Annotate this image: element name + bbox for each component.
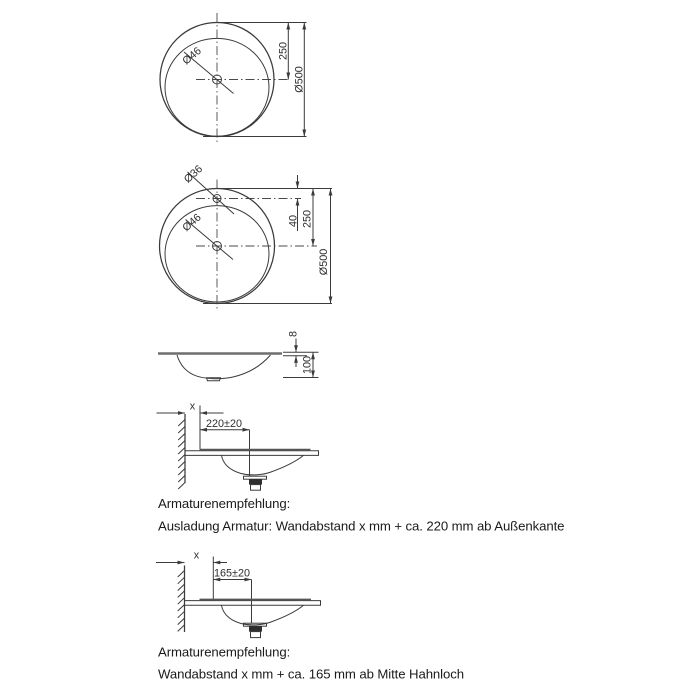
dim-x-label: x — [193, 549, 200, 562]
dim-drain-diameter-label: Ø46 — [180, 211, 204, 234]
view-wall-distance-taphole — [156, 550, 321, 638]
note-title: Armaturenempfehlung: — [158, 644, 291, 660]
drain-pipe — [251, 632, 261, 638]
note-outer-edge — [158, 496, 564, 534]
drain-outlet — [207, 378, 221, 381]
bowl-profile-curve — [222, 605, 304, 625]
view-top-basin-taphole — [160, 163, 333, 311]
dim-taphole-diameter-label: Ø36 — [181, 162, 206, 186]
bowl-profile-curve — [222, 455, 304, 475]
bowl-profile-curve — [177, 355, 271, 379]
countertop-slab — [185, 601, 321, 606]
view-side-section — [158, 331, 319, 381]
dim-165-label: 165±20 — [214, 567, 250, 580]
note-title: Armaturenempfehlung: — [158, 496, 291, 511]
view-top-basin — [160, 13, 307, 145]
dim-drain-diameter-label: Ø46 — [180, 45, 204, 68]
dim-250-label: 250 — [277, 41, 290, 61]
dimension-arrowheads — [296, 182, 333, 304]
drain-body — [249, 626, 262, 631]
dim-8-label: 8 — [287, 330, 300, 338]
note-taphole — [158, 645, 464, 682]
note-body: Ausladung Armatur: Wandabstand x mm + ca. 220 mm ab Außenkante — [158, 518, 565, 534]
note-body: Wandabstand x mm + ca. 165 mm ab Mitte Hahnloch — [158, 666, 464, 682]
dim-250-label: 250 — [301, 209, 314, 229]
dim-x-label: x — [189, 400, 196, 413]
dim-500-label: Ø500 — [293, 66, 306, 93]
dim-40-label: 40 — [287, 214, 300, 228]
wall-hatching — [178, 420, 185, 490]
countertop-slab — [185, 451, 319, 456]
wall-hatching — [178, 571, 185, 632]
dim-500-label: Ø500 — [318, 248, 330, 276]
dim-220-label: 220±20 — [206, 418, 242, 430]
drain-pipe — [251, 485, 261, 491]
drain-body — [249, 479, 262, 484]
drain-flange — [244, 476, 267, 479]
dim-100-label: 100 — [301, 355, 314, 375]
view-wall-distance-outer-edge — [157, 401, 319, 491]
